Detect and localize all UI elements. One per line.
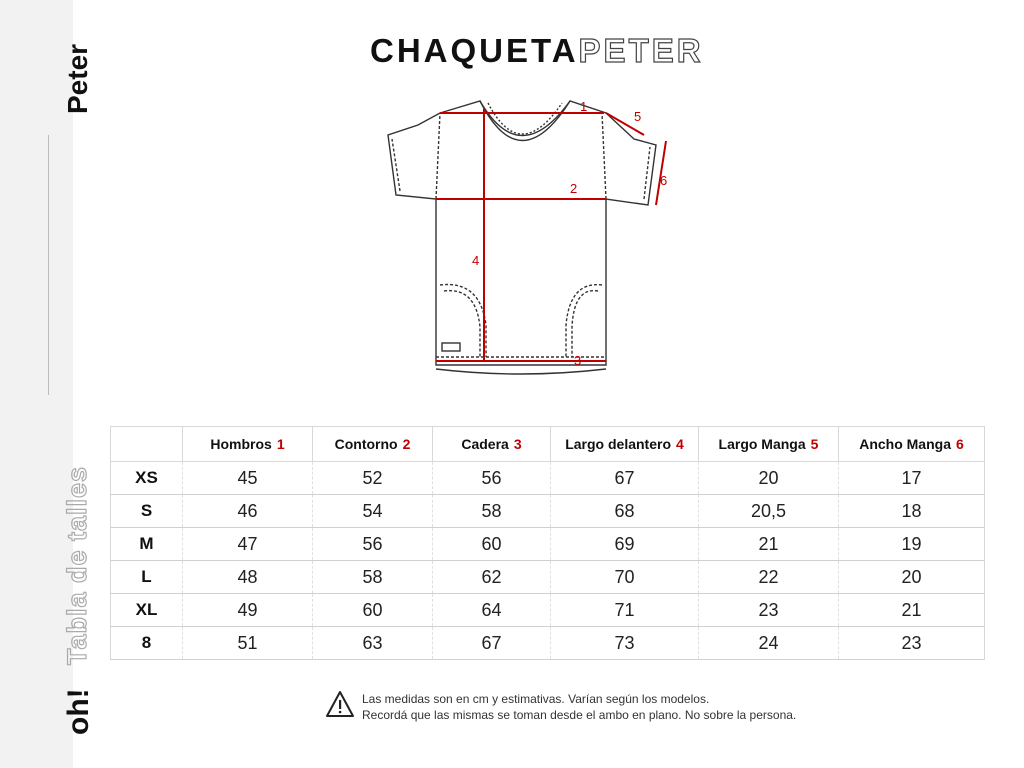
table-cell: 23 xyxy=(839,627,985,660)
jacket-outline xyxy=(388,101,656,374)
table-header-row xyxy=(111,427,985,462)
header-label: Largo delantero xyxy=(565,436,671,452)
measure-label-3: 3 xyxy=(574,353,582,368)
brand-logo: oh! xyxy=(62,688,95,735)
size-table xyxy=(110,426,985,660)
table-cell: 64 xyxy=(433,594,551,627)
measure-label-1: 1 xyxy=(580,99,588,114)
table-cell: 54 xyxy=(313,495,433,528)
table-cell: 60 xyxy=(433,528,551,561)
note-text xyxy=(362,691,796,723)
table-cell: 18 xyxy=(839,495,985,528)
header-ancho-manga xyxy=(839,427,985,462)
sidebar-subtitle: Tabla de talles xyxy=(62,465,92,665)
table-row xyxy=(111,528,985,561)
table-cell: 63 xyxy=(313,627,433,660)
header-number: 6 xyxy=(955,436,964,452)
measure-label-4: 4 xyxy=(472,253,480,268)
header-label: Hombros xyxy=(210,436,272,452)
table-cell: 20 xyxy=(699,462,839,495)
table-cell: 67 xyxy=(433,627,551,660)
table-cell: 67 xyxy=(551,462,699,495)
size-label: L xyxy=(111,561,183,594)
size-label: XS xyxy=(111,462,183,495)
note-line-2: Recordá que las mismas se toman desde el ambo en plano. No sobre la persona. xyxy=(362,708,797,722)
header-largo-delantero xyxy=(551,427,699,462)
header-hombros xyxy=(183,427,313,462)
measure-labels xyxy=(472,99,667,368)
warning-icon xyxy=(325,690,355,720)
size-label: 8 xyxy=(111,627,183,660)
table-cell: 56 xyxy=(313,528,433,561)
sidebar-divider xyxy=(48,135,49,395)
table-cell: 60 xyxy=(313,594,433,627)
sidebar xyxy=(0,0,95,768)
header-contorno xyxy=(313,427,433,462)
header-cadera xyxy=(433,427,551,462)
sidebar-model-name: Peter xyxy=(62,43,93,114)
header-number: 3 xyxy=(513,436,522,452)
table-cell: 56 xyxy=(433,462,551,495)
table-cell: 19 xyxy=(839,528,985,561)
header-label: Cadera xyxy=(461,436,509,452)
table-cell: 23 xyxy=(699,594,839,627)
header-size-cell xyxy=(111,427,183,462)
title-main: CHAQUETA xyxy=(370,32,579,69)
table-cell: 20 xyxy=(839,561,985,594)
table-cell: 45 xyxy=(183,462,313,495)
table-cell: 70 xyxy=(551,561,699,594)
table-cell: 51 xyxy=(183,627,313,660)
table-row xyxy=(111,561,985,594)
table-cell: 49 xyxy=(183,594,313,627)
table-cell: 48 xyxy=(183,561,313,594)
table-row xyxy=(111,627,985,660)
measure-label-5: 5 xyxy=(634,109,642,124)
header-label: Contorno xyxy=(334,436,398,452)
header-number: 5 xyxy=(810,436,819,452)
table-cell: 52 xyxy=(313,462,433,495)
table-cell: 69 xyxy=(551,528,699,561)
table-cell: 20,5 xyxy=(699,495,839,528)
header-number: 4 xyxy=(676,436,684,452)
measure-lines xyxy=(436,109,666,361)
header-number: 2 xyxy=(402,436,411,452)
table-cell: 58 xyxy=(433,495,551,528)
size-label: M xyxy=(111,528,183,561)
table-cell: 17 xyxy=(839,462,985,495)
table-row xyxy=(111,462,985,495)
measure-label-6: 6 xyxy=(660,173,668,188)
title-model: PETER xyxy=(578,32,704,69)
note-line-1: Las medidas son en cm y estimativas. Varían según los modelos. xyxy=(362,692,710,706)
table-cell: 21 xyxy=(839,594,985,627)
header-number: 1 xyxy=(276,436,285,452)
table-cell: 71 xyxy=(551,594,699,627)
table-cell: 21 xyxy=(699,528,839,561)
table-row xyxy=(111,495,985,528)
table-cell: 46 xyxy=(183,495,313,528)
header-largo-manga xyxy=(699,427,839,462)
table-cell: 22 xyxy=(699,561,839,594)
header-label: Largo Manga xyxy=(718,436,806,452)
header-label: Ancho Manga xyxy=(859,436,951,452)
table-cell: 62 xyxy=(433,561,551,594)
table-row xyxy=(111,594,985,627)
table-cell: 58 xyxy=(313,561,433,594)
size-label: S xyxy=(111,495,183,528)
table-cell: 47 xyxy=(183,528,313,561)
table-cell: 68 xyxy=(551,495,699,528)
size-label: XL xyxy=(111,594,183,627)
page-title xyxy=(370,32,704,70)
measure-label-2: 2 xyxy=(570,181,578,196)
jacket-diagram xyxy=(380,95,680,385)
table-cell: 73 xyxy=(551,627,699,660)
table-cell: 24 xyxy=(699,627,839,660)
